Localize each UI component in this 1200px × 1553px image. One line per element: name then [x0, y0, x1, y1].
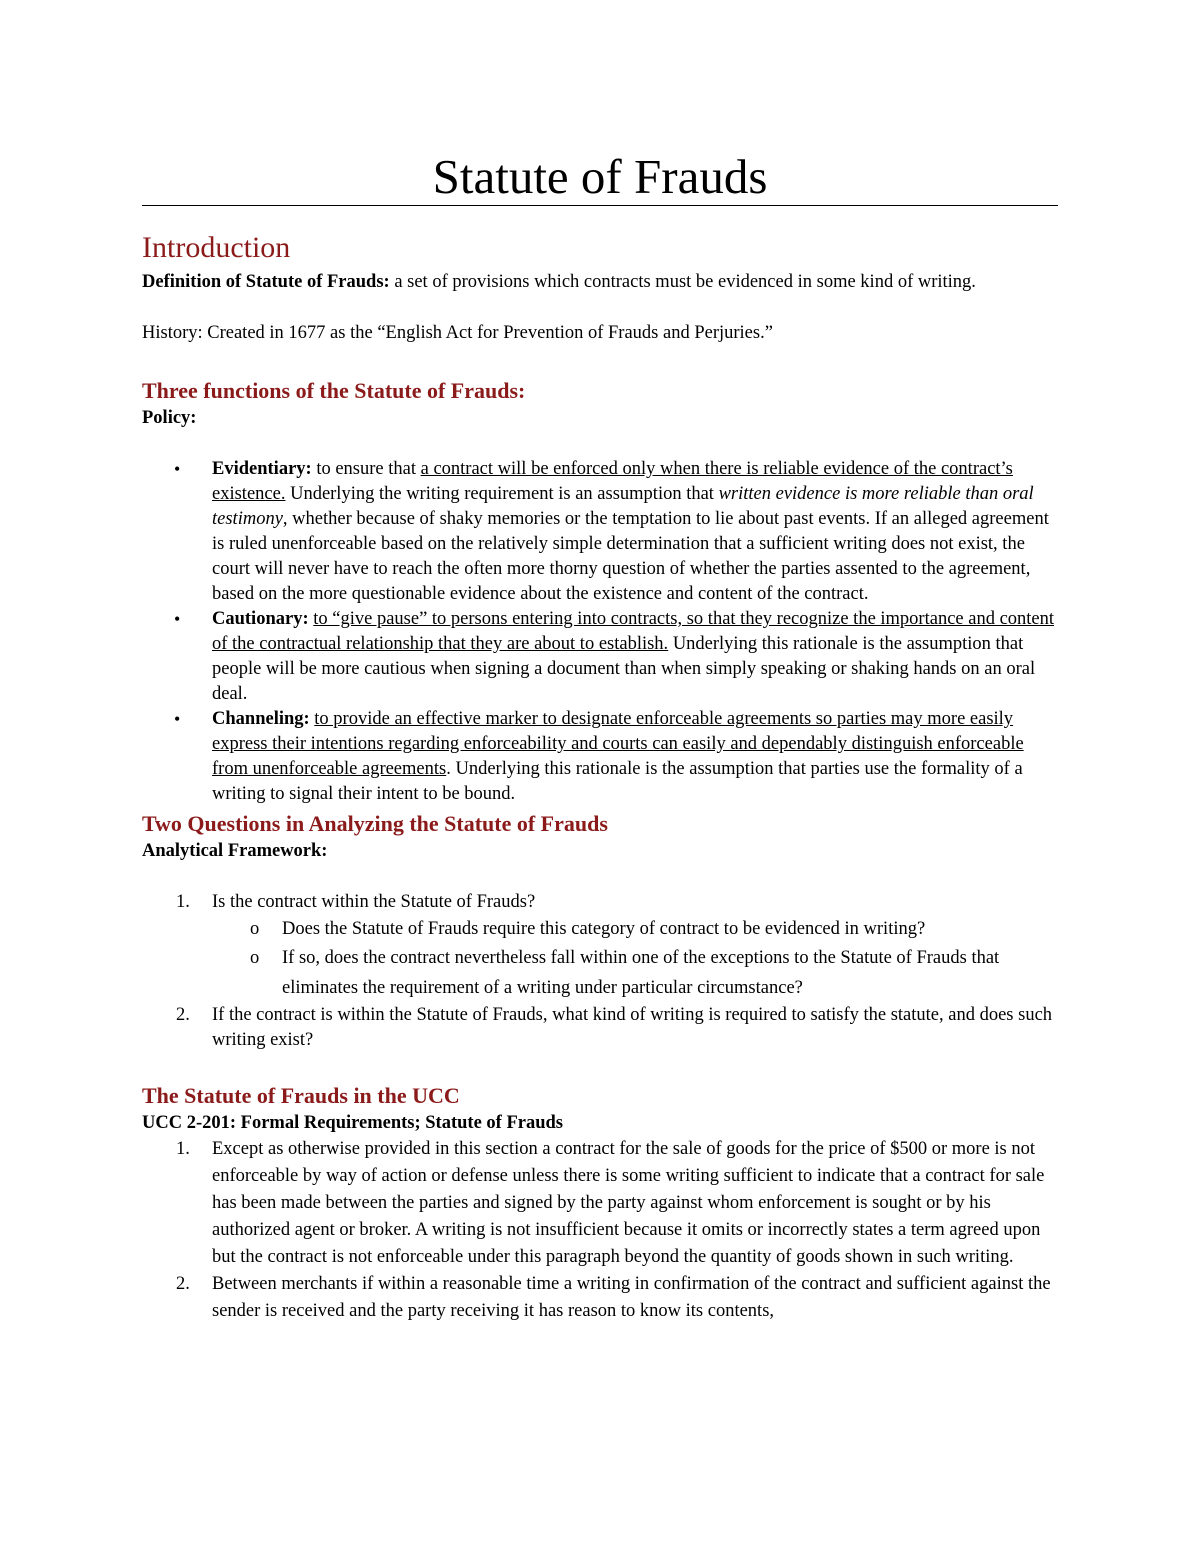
item-text: , whether because of shaky memories or the temptation to lie about past events. If an alleged agreement is ruled unenforceable based on the relatively simple determination that a sufficient writing does not exist, the court will never have to reach the often more thorny question of whether the parties assented to the agreement, based on the more questionable evidence about the existence and content of the contract. — [212, 509, 1049, 604]
ucc-heading: The Statute of Frauds in the UCC — [142, 1083, 460, 1108]
item-text: Underlying the writing requirement is an assumption that — [285, 484, 719, 504]
intro-section — [142, 228, 1062, 346]
sub-list-item — [142, 943, 1062, 1003]
sub-list — [212, 915, 1062, 1003]
functions-section — [142, 376, 1062, 807]
item-underlined-text: to “give pause” to persons entering into contracts, so that they recognize the importance and content of the contractual relationship that they are about to establish. — [212, 609, 1055, 654]
bullet-icon: • — [174, 709, 181, 729]
document-body — [142, 228, 1062, 1325]
intro-heading: Introduction — [142, 231, 291, 264]
functions-list — [142, 457, 1062, 807]
sub-list-item — [142, 915, 1062, 943]
circle-bullet-icon: o — [250, 948, 260, 968]
title-underline-rule — [142, 205, 1058, 206]
item-label: Cautionary: — [212, 609, 309, 629]
definition-label: Definition of Statute of Frauds: — [142, 272, 390, 292]
item-italic-text: written evidence is more reliable than oral testimony — [212, 484, 1034, 529]
ucc-subheading: UCC 2-201: Formal Requirements; Statute of Frauds — [142, 1113, 563, 1133]
bullet-icon: • — [174, 459, 181, 479]
ucc-list — [142, 1136, 1062, 1325]
bullet-icon: • — [174, 609, 181, 629]
item-text: Except as otherwise provided in this section a contract for the sale of goods for the price of $500 or more is not enforceable by way of action or defense unless there is some writing sufficient to indicate that a contract for sale has been made between the parties and signed by the party against whom enforcement is sought or by his authorized agent or broker. A writing is not insufficient because it omits or incorrectly states a term agreed upon but the contract is not enforceable under this paragraph beyond the quantity of goods shown in such writing. — [212, 1139, 1045, 1267]
item-text: Is the contract within the Statute of Frauds? — [212, 892, 536, 912]
list-item — [142, 890, 1062, 1003]
item-text: . Underlying this rationale is the assumption that parties use the formality of a writing to signal their intent to be bound. — [212, 759, 1023, 804]
questions-section — [142, 809, 1062, 1053]
framework-label: Analytical Framework: — [142, 841, 328, 861]
list-item — [142, 457, 1062, 607]
item-number: 2. — [176, 1274, 190, 1294]
definition-paragraph — [142, 270, 1062, 295]
definition-text: a set of provisions which contracts must be evidenced in some kind of writing. — [389, 272, 976, 292]
sub-item-text: If so, does the contract nevertheless fall within one of the exceptions to the Statute of Frauds that eliminates the requirement of a writing under particular circumstance? — [282, 948, 1000, 998]
item-number: 1. — [176, 892, 190, 912]
item-number: 2. — [176, 1005, 190, 1025]
item-text: Underlying this rationale is the assumption that people will be more cautious when signing a document than when simply speaking or shaking hands on an oral deal. — [212, 634, 1036, 704]
functions-heading: Three functions of the Statute of Frauds: — [142, 378, 526, 403]
item-text: If the contract is within the Statute of Frauds, what kind of writing is required to satisfy the statute, and does such writing exist? — [212, 1005, 1053, 1050]
item-label: Evidentiary: — [212, 459, 312, 479]
questions-heading: Two Questions in Analyzing the Statute of Frauds — [142, 811, 608, 836]
ucc-section — [142, 1081, 1062, 1325]
circle-bullet-icon: o — [250, 919, 260, 939]
sub-item-text: Does the Statute of Frauds require this category of contract to be evidenced in writing? — [282, 919, 926, 939]
item-underlined-text: to provide an effective marker to designate enforceable agreements so parties may more easily express their intentions regarding enforceability and courts can easily and dependably distinguish enforceable from unenforceable agreements — [212, 709, 1024, 779]
list-item — [142, 1003, 1062, 1053]
item-underlined-text: a contract will be enforced only when there is reliable evidence of the contract’s existence. — [212, 459, 1013, 504]
list-item — [142, 1136, 1062, 1271]
item-text: to ensure that — [311, 459, 421, 479]
item-label: Channeling: — [212, 709, 310, 729]
item-number: 1. — [176, 1139, 190, 1159]
page-title: Statute of Frauds — [432, 149, 768, 204]
history-paragraph: History: Created in 1677 as the “English Act for Prevention of Frauds and Perjuries.” — [142, 323, 773, 343]
list-item — [142, 607, 1062, 707]
policy-label: Policy: — [142, 408, 197, 428]
list-item — [142, 707, 1062, 807]
item-text: Between merchants if within a reasonable time a writing in confirmation of the contract and sufficient against the sender is received and the party receiving it has reason to know its contents, — [212, 1274, 1051, 1321]
list-item — [142, 1271, 1062, 1325]
questions-list — [142, 890, 1062, 1053]
